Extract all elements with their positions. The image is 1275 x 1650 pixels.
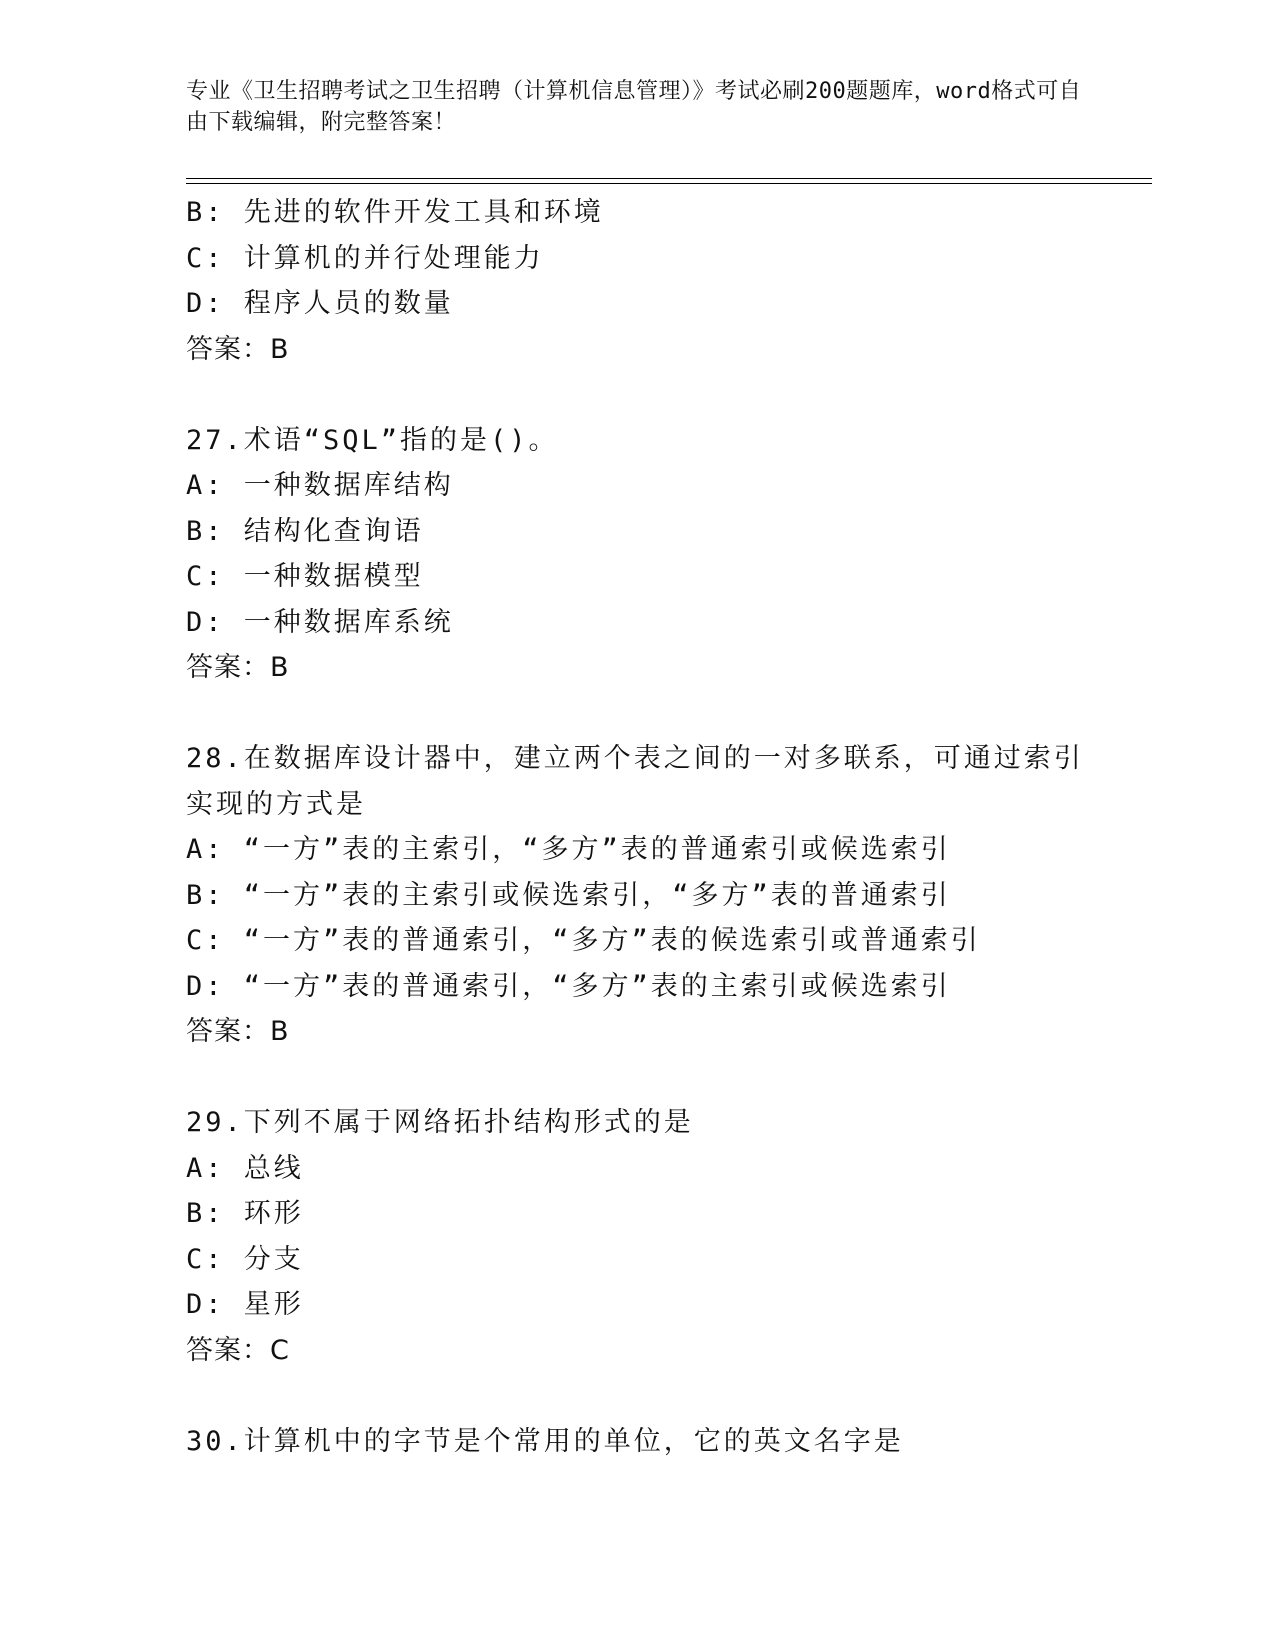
header-rule-bottom [186,183,1152,184]
question-spacer [186,372,1086,418]
question-spacer [186,1373,1086,1419]
question-spacer [186,1055,1086,1101]
question-26-continued [186,190,1086,372]
question-text: 27.术语“SQL”指的是()。 [186,424,559,456]
document-header: 专业《卫生招聘考试之卫生招聘（计算机信息管理）》考试必刷200题题库，word格式可自由下载编辑，附完整答案！ [186,79,1082,135]
answer-line: 答案：B [186,333,290,365]
question-text: 30.计算机中的字节是个常用的单位，它的英文名字是 [186,1425,904,1457]
option-a: A: 总线 [186,1152,304,1184]
option-d: D: 一种数据库系统 [186,606,454,638]
option-b: B: “一方”表的主索引或候选索引，“多方”表的普通索引 [186,879,951,911]
question-text: 28.在数据库设计器中，建立两个表之间的一对多联系，可通过索引实现的方式是 [186,743,1084,820]
question-29 [186,1100,1086,1373]
option-c: C: 计算机的并行处理能力 [186,242,544,274]
option-d: D: “一方”表的普通索引，“多方”表的主索引或候选索引 [186,970,951,1002]
option-b: B: 环形 [186,1198,304,1229]
option-c: C: “一方”表的普通索引，“多方”表的候选索引或普通索引 [186,925,981,956]
option-a: A: 一种数据库结构 [186,470,454,501]
question-list [186,190,1086,1464]
answer-line: 答案：C [186,1334,290,1366]
question-30 [186,1419,1086,1465]
option-b: B: 先进的软件开发工具和环境 [186,197,604,228]
question-27 [186,418,1086,691]
option-d: D: 星形 [186,1289,304,1320]
option-d: D: 程序人员的数量 [186,288,454,319]
option-c: C: 分支 [186,1243,304,1275]
answer-line: 答案：B [186,1016,290,1047]
option-c: C: 一种数据模型 [186,561,424,592]
option-a: A: “一方”表的主索引，“多方”表的普通索引或候选索引 [186,834,951,865]
answer-line: 答案：B [186,652,290,683]
question-text: 29.下列不属于网络拓扑结构形式的是 [186,1107,694,1138]
question-28 [186,736,1086,1055]
question-spacer [186,691,1086,737]
header-rule-top [186,178,1152,179]
option-b: B: 结构化查询语 [186,515,424,547]
